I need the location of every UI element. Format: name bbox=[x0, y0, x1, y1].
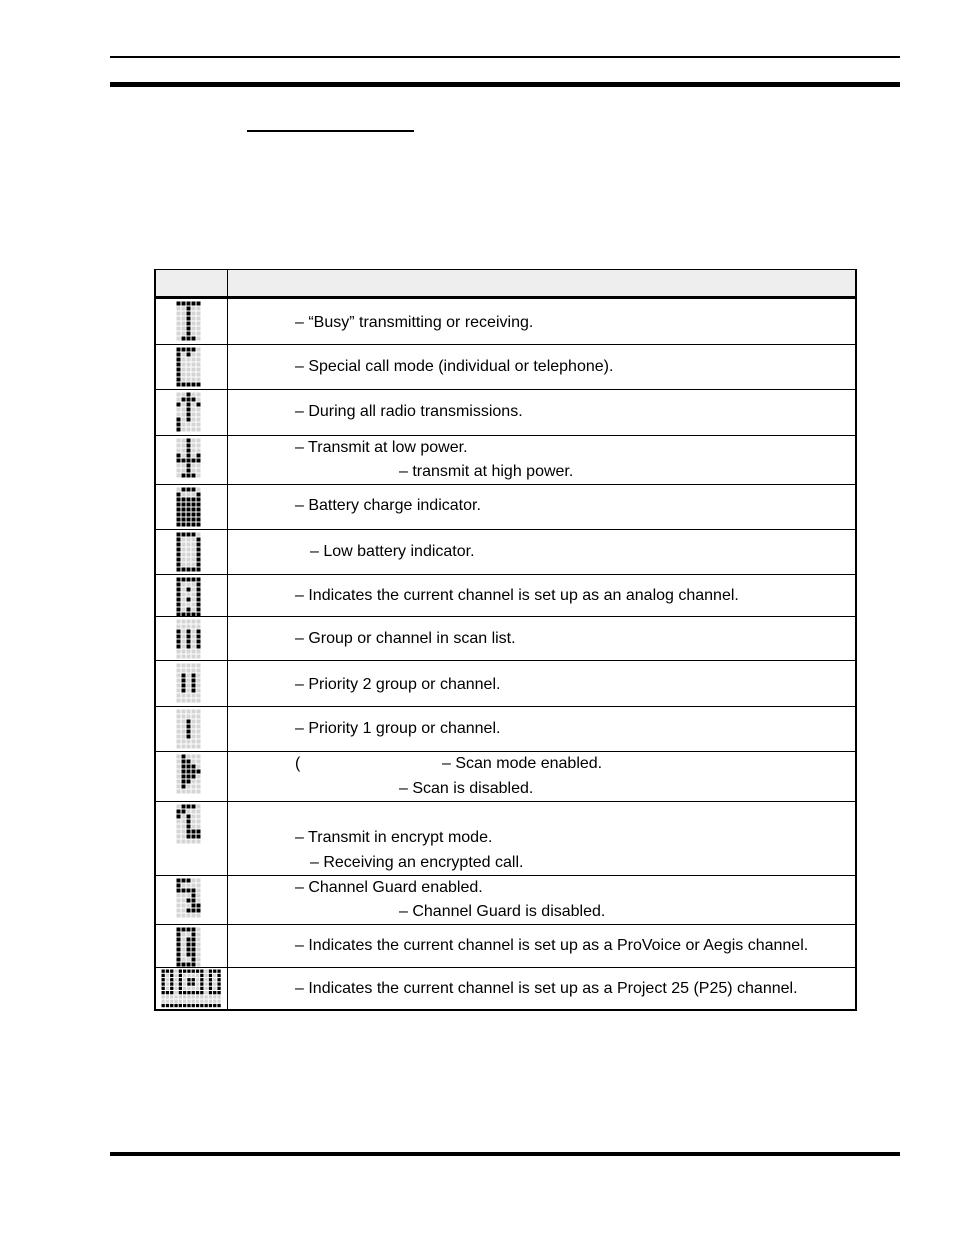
row-description: – Transmit at low power. bbox=[295, 439, 468, 456]
encrypt-icon bbox=[176, 804, 201, 849]
row-description: – Priority 1 group or channel. bbox=[295, 720, 501, 737]
table-row bbox=[156, 752, 855, 802]
section-heading-underline bbox=[247, 130, 414, 132]
table-row bbox=[156, 876, 855, 925]
table-row bbox=[156, 299, 855, 345]
row-description: – Indicates the current channel is set up as a Project 25 (P25) channel. bbox=[295, 980, 798, 997]
header-description-cell bbox=[228, 270, 855, 296]
table-row bbox=[156, 530, 855, 575]
scan-list-icon bbox=[176, 619, 201, 664]
display-icons-table bbox=[154, 269, 857, 1011]
table-row bbox=[156, 575, 855, 617]
row-description-secondary: – Scan is disabled. bbox=[399, 780, 534, 797]
footer-rule bbox=[110, 1152, 900, 1156]
table-row bbox=[156, 925, 855, 968]
row-description: – During all radio transmissions. bbox=[295, 403, 523, 420]
table-row bbox=[156, 390, 855, 436]
table-row bbox=[156, 345, 855, 390]
table-row bbox=[156, 968, 855, 1009]
table-row bbox=[156, 617, 855, 661]
row-description: – Scan mode enabled. bbox=[442, 755, 603, 772]
row-description-secondary: – Channel Guard is disabled. bbox=[399, 903, 606, 920]
table-header-row bbox=[156, 270, 855, 299]
table-row bbox=[156, 661, 855, 707]
row-description: – Priority 2 group or channel. bbox=[295, 676, 501, 693]
battery-icon bbox=[176, 487, 201, 532]
busy-icon bbox=[176, 301, 201, 346]
header-rule-thick bbox=[110, 82, 900, 87]
table-row bbox=[156, 802, 855, 876]
scan-mode-icon bbox=[176, 754, 201, 799]
row-description: – Battery charge indicator. bbox=[295, 497, 481, 514]
p25-icon bbox=[161, 969, 221, 1013]
table-row bbox=[156, 436, 855, 485]
row-description: – Indicates the current channel is set up as a ProVoice or Aegis channel. bbox=[295, 937, 809, 954]
row-description: – Channel Guard enabled. bbox=[295, 879, 483, 896]
row-description: – Group or channel in scan list. bbox=[295, 630, 516, 647]
row-description-secondary: – transmit at high power. bbox=[399, 463, 574, 480]
row-description: – “Busy” transmitting or receiving. bbox=[295, 314, 534, 331]
row-description: – Indicates the current channel is set up as an analog channel. bbox=[295, 587, 739, 604]
table-row bbox=[156, 707, 855, 752]
row-description-paren: ( bbox=[295, 755, 301, 772]
row-description: – Special call mode (individual or telephone). bbox=[295, 358, 614, 375]
analog-channel-icon bbox=[176, 577, 201, 622]
low-battery-icon bbox=[176, 532, 201, 577]
channel-guard-icon bbox=[176, 878, 201, 923]
priority-1-icon bbox=[176, 709, 201, 754]
table-row bbox=[156, 485, 855, 530]
row-description: – Transmit in encrypt mode. bbox=[295, 829, 493, 846]
row-description-secondary: – Receiving an encrypted call. bbox=[310, 854, 524, 871]
priority-2-icon bbox=[176, 663, 201, 708]
header-icon-cell bbox=[156, 270, 228, 296]
transmit-icon bbox=[176, 392, 201, 437]
low-power-icon bbox=[176, 438, 201, 483]
row-description: – Low battery indicator. bbox=[310, 543, 475, 560]
special-call-icon bbox=[176, 347, 201, 392]
provoice-icon bbox=[176, 927, 201, 972]
header-rule-thin bbox=[110, 56, 900, 58]
